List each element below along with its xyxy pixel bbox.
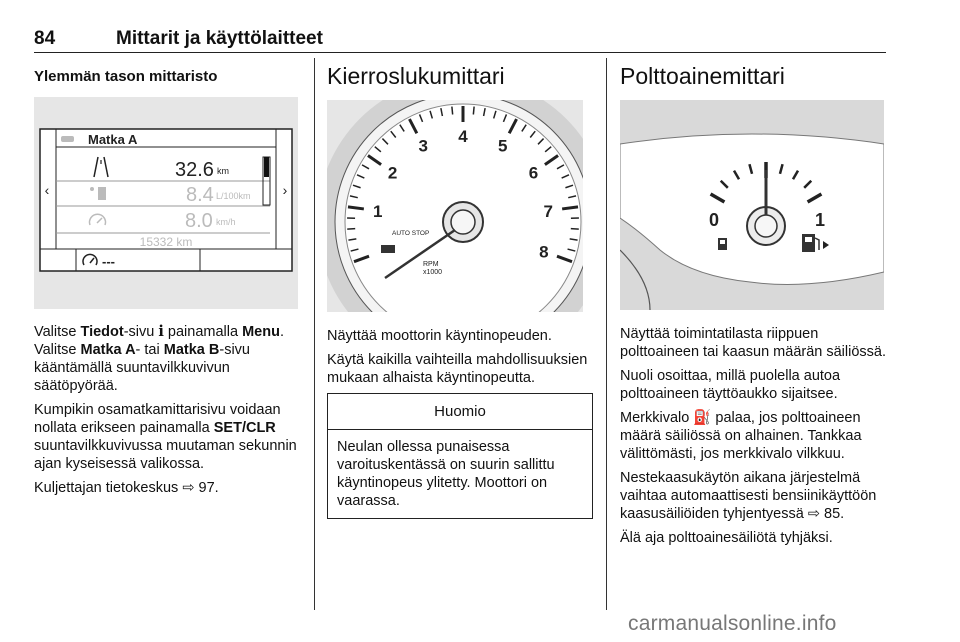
watermark: carmanualsonline.info — [628, 612, 837, 635]
note-body: Neulan ollessa punaisessa varoituskentässä on suurin sallittu käyntinopeus ylitetty. Moottori on vaarassa. — [337, 439, 555, 509]
paragraph: Näyttää moottorin käyntinopeuden. — [327, 328, 552, 344]
chapter-title: Mittarit ja käyttölaitteet — [116, 28, 323, 49]
tachometer-tick-label: 8 — [539, 242, 549, 262]
column-tachometer — [327, 58, 593, 519]
paragraph: Valitse Tiedot-sivu i painamalla Menu. Valitse Matka A- tai Matka B-sivu kääntämällä suuntavilkkuvivun säätöpyörää. — [34, 323, 284, 394]
fuel-consumption-unit: L/100km — [216, 191, 251, 201]
tachometer-tick-label: 5 — [497, 136, 508, 156]
display-title: Matka A — [88, 132, 138, 147]
page-ref-arrow-icon: ⇨ — [182, 480, 195, 496]
page-number: 84 — [34, 28, 56, 49]
tachometer-tick-label: 3 — [418, 136, 429, 156]
section-heading: Ylemmän tason mittaristo — [34, 68, 218, 85]
page-reference[interactable]: 97 — [198, 480, 215, 496]
fuel-warning-icon: ⛽ — [693, 410, 712, 426]
engine-icon — [381, 245, 395, 253]
fuel-gauge-illustration — [620, 100, 884, 310]
car-icon — [61, 136, 74, 142]
tachometer-tick — [452, 107, 453, 115]
fuel-max-label: 1 — [814, 210, 826, 230]
note-box — [327, 393, 593, 519]
tachometer-tick-label: 7 — [543, 201, 553, 221]
tachometer-tick — [473, 107, 474, 115]
fuel-consumption-value: 8.4 — [186, 184, 214, 206]
column-fuel-gauge — [620, 58, 886, 553]
fuel-pump-icon — [718, 238, 727, 250]
odometer-value: 15332 km — [139, 235, 193, 249]
tachometer-tick-label: 1 — [373, 201, 383, 221]
avg-speed-value: 8.0 — [185, 210, 213, 232]
paragraph: Näyttää toimintatilasta riippuen polttoaineen tai kaasun määrän säiliössä. — [620, 326, 886, 360]
tachometer-illustration — [327, 100, 583, 312]
column-divider — [314, 58, 315, 610]
paragraph: Nuoli osoittaa, millä puolella autoa polttoaineen täyttöaukko sijaitsee. — [620, 368, 841, 402]
tachometer-tick — [562, 207, 578, 209]
note-title: Huomio — [328, 394, 592, 430]
paragraph: Nestekaasukäytön aikana järjestelmä vaihtaa automaattisesti bensiinikäyttöön kaasusäiliöiden tyhjentyessä ⇨ 85. — [620, 470, 877, 522]
rpm-multiplier-label: x1000 — [423, 269, 443, 276]
paragraph: Kuljettajan tietokeskus ⇨ 97. — [34, 480, 219, 496]
auto-stop-label: AUTO STOP — [392, 230, 430, 237]
tachometer-tick-label: 4 — [458, 127, 468, 146]
tachometer-figure — [327, 100, 583, 312]
tachometer-tick-label: 2 — [387, 163, 398, 183]
rpm-label: RPM — [423, 261, 439, 268]
page-reference[interactable]: 85 — [824, 506, 841, 522]
chevron-left-icon: ‹ — [44, 182, 50, 198]
trip-distance-value: 32.6 — [175, 159, 214, 181]
bottom-readout: --- — [102, 254, 115, 269]
paragraph: Käytä kaikilla vaihteilla mahdollisuuksien mukaan alhaista käyntinopeutta. — [327, 352, 588, 386]
trip-distance-unit: km — [217, 166, 229, 176]
cluster-display-figure — [34, 97, 298, 309]
column-upper-cluster — [34, 58, 300, 503]
page-ref-arrow-icon: ⇨ — [807, 506, 820, 522]
menu-term: Tiedot — [80, 324, 124, 340]
paragraph: Merkkivalo ⛽ palaa, jos polttoaineen määrä säiliössä on alhainen. Tankkaa välittömästi, jos merkkivalo vilkkuu. — [620, 410, 862, 462]
column-divider — [606, 58, 607, 610]
fuel-min-label: 0 — [708, 210, 720, 230]
paragraph: Kumpikin osamatkamittarisivu voidaan nollata erikseen painamalla SET/CLR suuntavilkkuvivussa muutaman sekunnin ajan kyseisessä valikossa. — [34, 402, 297, 472]
section-heading: Kierroslukumittari — [327, 63, 505, 89]
cluster-display-illustration — [34, 97, 298, 309]
tachometer-tick — [348, 207, 364, 209]
page-header — [34, 24, 886, 53]
avg-speed-unit: km/h — [216, 217, 236, 227]
fuel-gauge-figure — [620, 100, 884, 310]
chevron-right-icon: › — [282, 182, 288, 198]
section-heading: Polttoainemittari — [620, 63, 785, 89]
tachometer-tick-label: 6 — [528, 163, 539, 183]
info-icon: i — [158, 323, 164, 340]
paragraph: Älä aja polttoainesäiliötä tyhjäksi. — [620, 530, 833, 546]
